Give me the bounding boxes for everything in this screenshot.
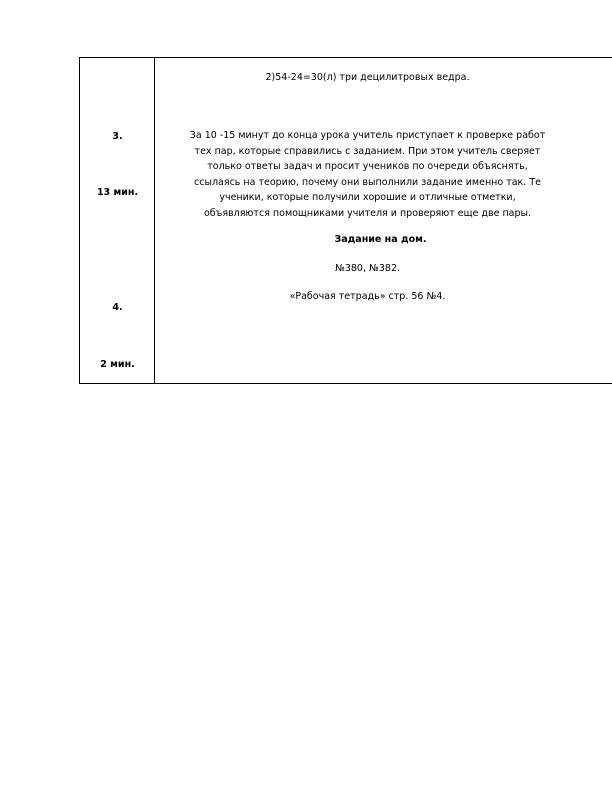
lesson-table: [79, 57, 612, 384]
review-paragraph-line: ученики, которые получили хорошие и отличные отметки,: [219, 192, 516, 203]
lesson-step-column: [80, 58, 155, 383]
step-3-number: 3.: [112, 131, 123, 142]
homework-title: Задание на дом.: [334, 234, 427, 245]
step-4-time: 2 мин.: [100, 359, 135, 370]
step-4-number: 4.: [112, 302, 123, 313]
review-paragraph-line: За 10 -15 минут до конца урока учитель приступает к проверке работ: [189, 130, 546, 141]
review-paragraph-line: только ответы задач и просит учеников по очереди объяснять,: [207, 161, 528, 172]
review-paragraph-line: ссылаясь на теорию, почему они выполнили задание именно так. Те: [194, 176, 541, 188]
lesson-content-column: [155, 58, 612, 383]
solution-line: 2)54-24=30(л) три децилитровых ведра.: [265, 72, 470, 83]
review-paragraph-line: тех пар, которые справились с заданием. При этом учитель сверяет: [194, 145, 541, 157]
homework-numbers: №380, №382.: [334, 263, 401, 274]
step-3-time: 13 мин.: [96, 187, 139, 198]
review-paragraph-line: объявляются помощниками учителя и проверяют еще две пары.: [203, 207, 532, 219]
workbook-assignment: «Рабочая тетрадь» стр. 56 №4.: [289, 291, 446, 302]
